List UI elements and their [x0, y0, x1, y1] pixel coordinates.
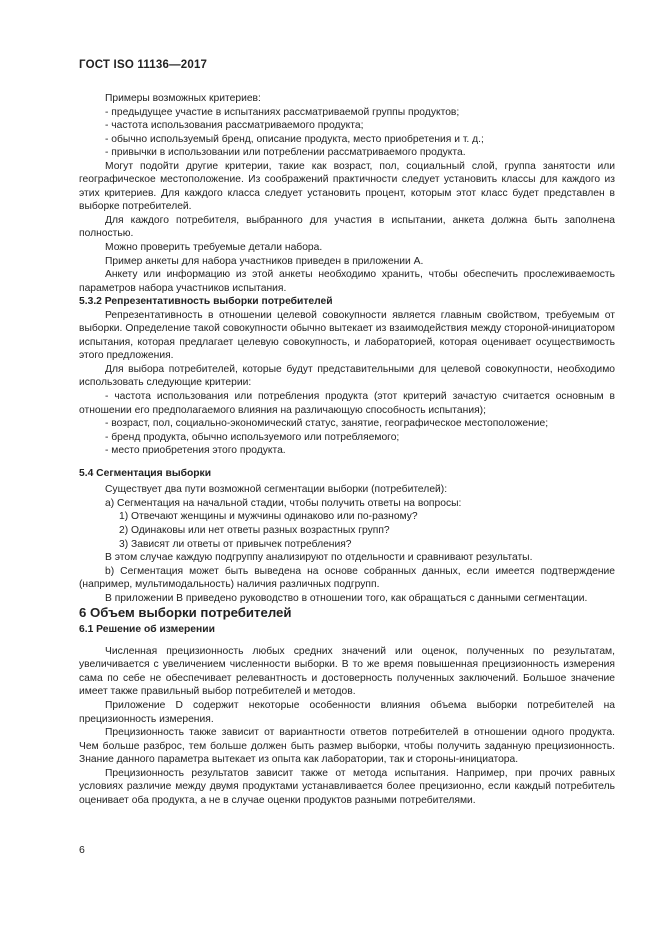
list-item: - привычки в использовании или потреблении рассматриваемого продукта.: [105, 147, 466, 159]
list-item: - возраст, пол, социально-экономический статус, занятие, географическое местоположение;: [105, 418, 549, 430]
paragraph: В этом случае каждую подгруппу анализируют по отдельности и сравнивают результаты.: [105, 552, 533, 564]
list-item: - предыдущее участие в испытаниях рассматриваемой группы продуктов;: [105, 106, 460, 118]
question-item: 3) Зависят ли ответы от привычек потребления?: [119, 538, 352, 550]
subsection-heading-5-3-2: 5.3.2 Репрезентативность выборки потребителей: [79, 296, 333, 308]
page-content: [79, 92, 615, 807]
paragraph: Пример анкеты для набора участников приведен в приложении А.: [105, 255, 424, 267]
question-item: 1) Отвечают женщины и мужчины одинаково или по-разному?: [119, 511, 418, 523]
paragraph: Могут подойти другие критерии, такие как возраст, пол, социальный слой, группа занятости или географическое местоположение. Из соображений практичности следует установить классы для каждого из этих критериев. Для каждого класса следует установить процент, которым этот класс будет представлен в выборке потребителей.: [79, 160, 615, 213]
list-item: - обычно используемый бренд, описание продукта, место приобретения и т. д.;: [105, 133, 484, 145]
paragraph: Численная прецизионность любых средних значений или оценок, полученных по результатам, увеличивается с увеличением численности выборки. В то же время повышенная прецизионность измерения сама по себе не обеспечивает релевантность и достоверность полученных заключений. Большое значение имеет также правильный выбор потребителей и методов.: [79, 645, 615, 698]
paragraph: Для выбора потребителей, которые будут представительными для целевой совокупности, необходимо использовать следующие критерии:: [79, 363, 615, 389]
list-item: - место приобретения этого продукта.: [105, 445, 286, 457]
section-heading-6: 6 Объем выборки потребителей: [79, 605, 292, 621]
subsection-heading-5-4: 5.4 Сегментация выборки: [79, 467, 212, 479]
paragraph: Существует два пути возможной сегментации выборки (потребителей):: [105, 484, 448, 496]
paragraph: Прецизионность результатов зависит также от метода испытания. Например, при прочих равных условиях различие между двумя продуктами устанавливается более прецизионно, если каждый потребитель оценивает оба продукта, а не в случае оценки продуктов разными потребителями.: [79, 767, 615, 806]
list-item: a) Сегментация на начальной стадии, чтобы получить ответы на вопросы:: [105, 497, 462, 509]
document-header: ГОСТ ISO 11136—2017: [79, 59, 208, 71]
paragraph: Можно проверить требуемые детали набора.: [105, 242, 323, 254]
list-item: - частота использования или потребления продукта (этот критерий зачастую считается основным в отношении его предполагаемого влияния на различающую способность испытания);: [79, 391, 615, 416]
paragraph: В приложении В приведено руководство в отношении того, как обращаться с данными сегментации.: [105, 592, 588, 604]
paragraph: Прецизионность также зависит от вариантности ответов потребителей в отношении одного продукта. Чем больше разброс, тем больше должен быть размер выборки, чтобы получить заданную прецизионность. Знание данного параметра вытекает из опыта как лаборатории, так и стороны-инициатора.: [79, 727, 615, 766]
paragraph: Репрезентативность в отношении целевой совокупности является главным свойством, требуемым от выборки. Определение такой совокупности обычно вытекает из взаимодействия между стороной-инициатором испытания, которая предлагает целевую совокупность, и лабораторией, которая оценивает осуществимость этого предложения.: [79, 309, 615, 362]
paragraph: Для каждого потребителя, выбранного для участия в испытании, анкета должна быть заполнена полностью.: [79, 214, 615, 240]
list-item: - частота использования рассматриваемого продукта;: [105, 120, 364, 132]
question-item: 2) Одинаковы или нет ответы разных возрастных групп?: [119, 524, 390, 536]
list-item: b) Сегментация может быть выведена на основе собранных данных, если имеется подтверждение (например, мультимодальность) наличия различных подгрупп.: [79, 565, 615, 591]
page-number: 6: [79, 844, 85, 856]
paragraph: Анкету или информацию из этой анкеты необходимо хранить, чтобы обеспечить прослеживаемость параметров набора участников испытания.: [79, 269, 615, 294]
paragraph: Приложение D содержит некоторые особенности влияния объема выборки потребителей на прецизионность измерения.: [79, 699, 615, 725]
paragraph: Примеры возможных критериев:: [105, 93, 261, 104]
list-item: - бренд продукта, обычно используемого или потребляемого;: [105, 431, 400, 443]
subsection-heading-6-1: 6.1 Решение об измерении: [79, 624, 215, 636]
